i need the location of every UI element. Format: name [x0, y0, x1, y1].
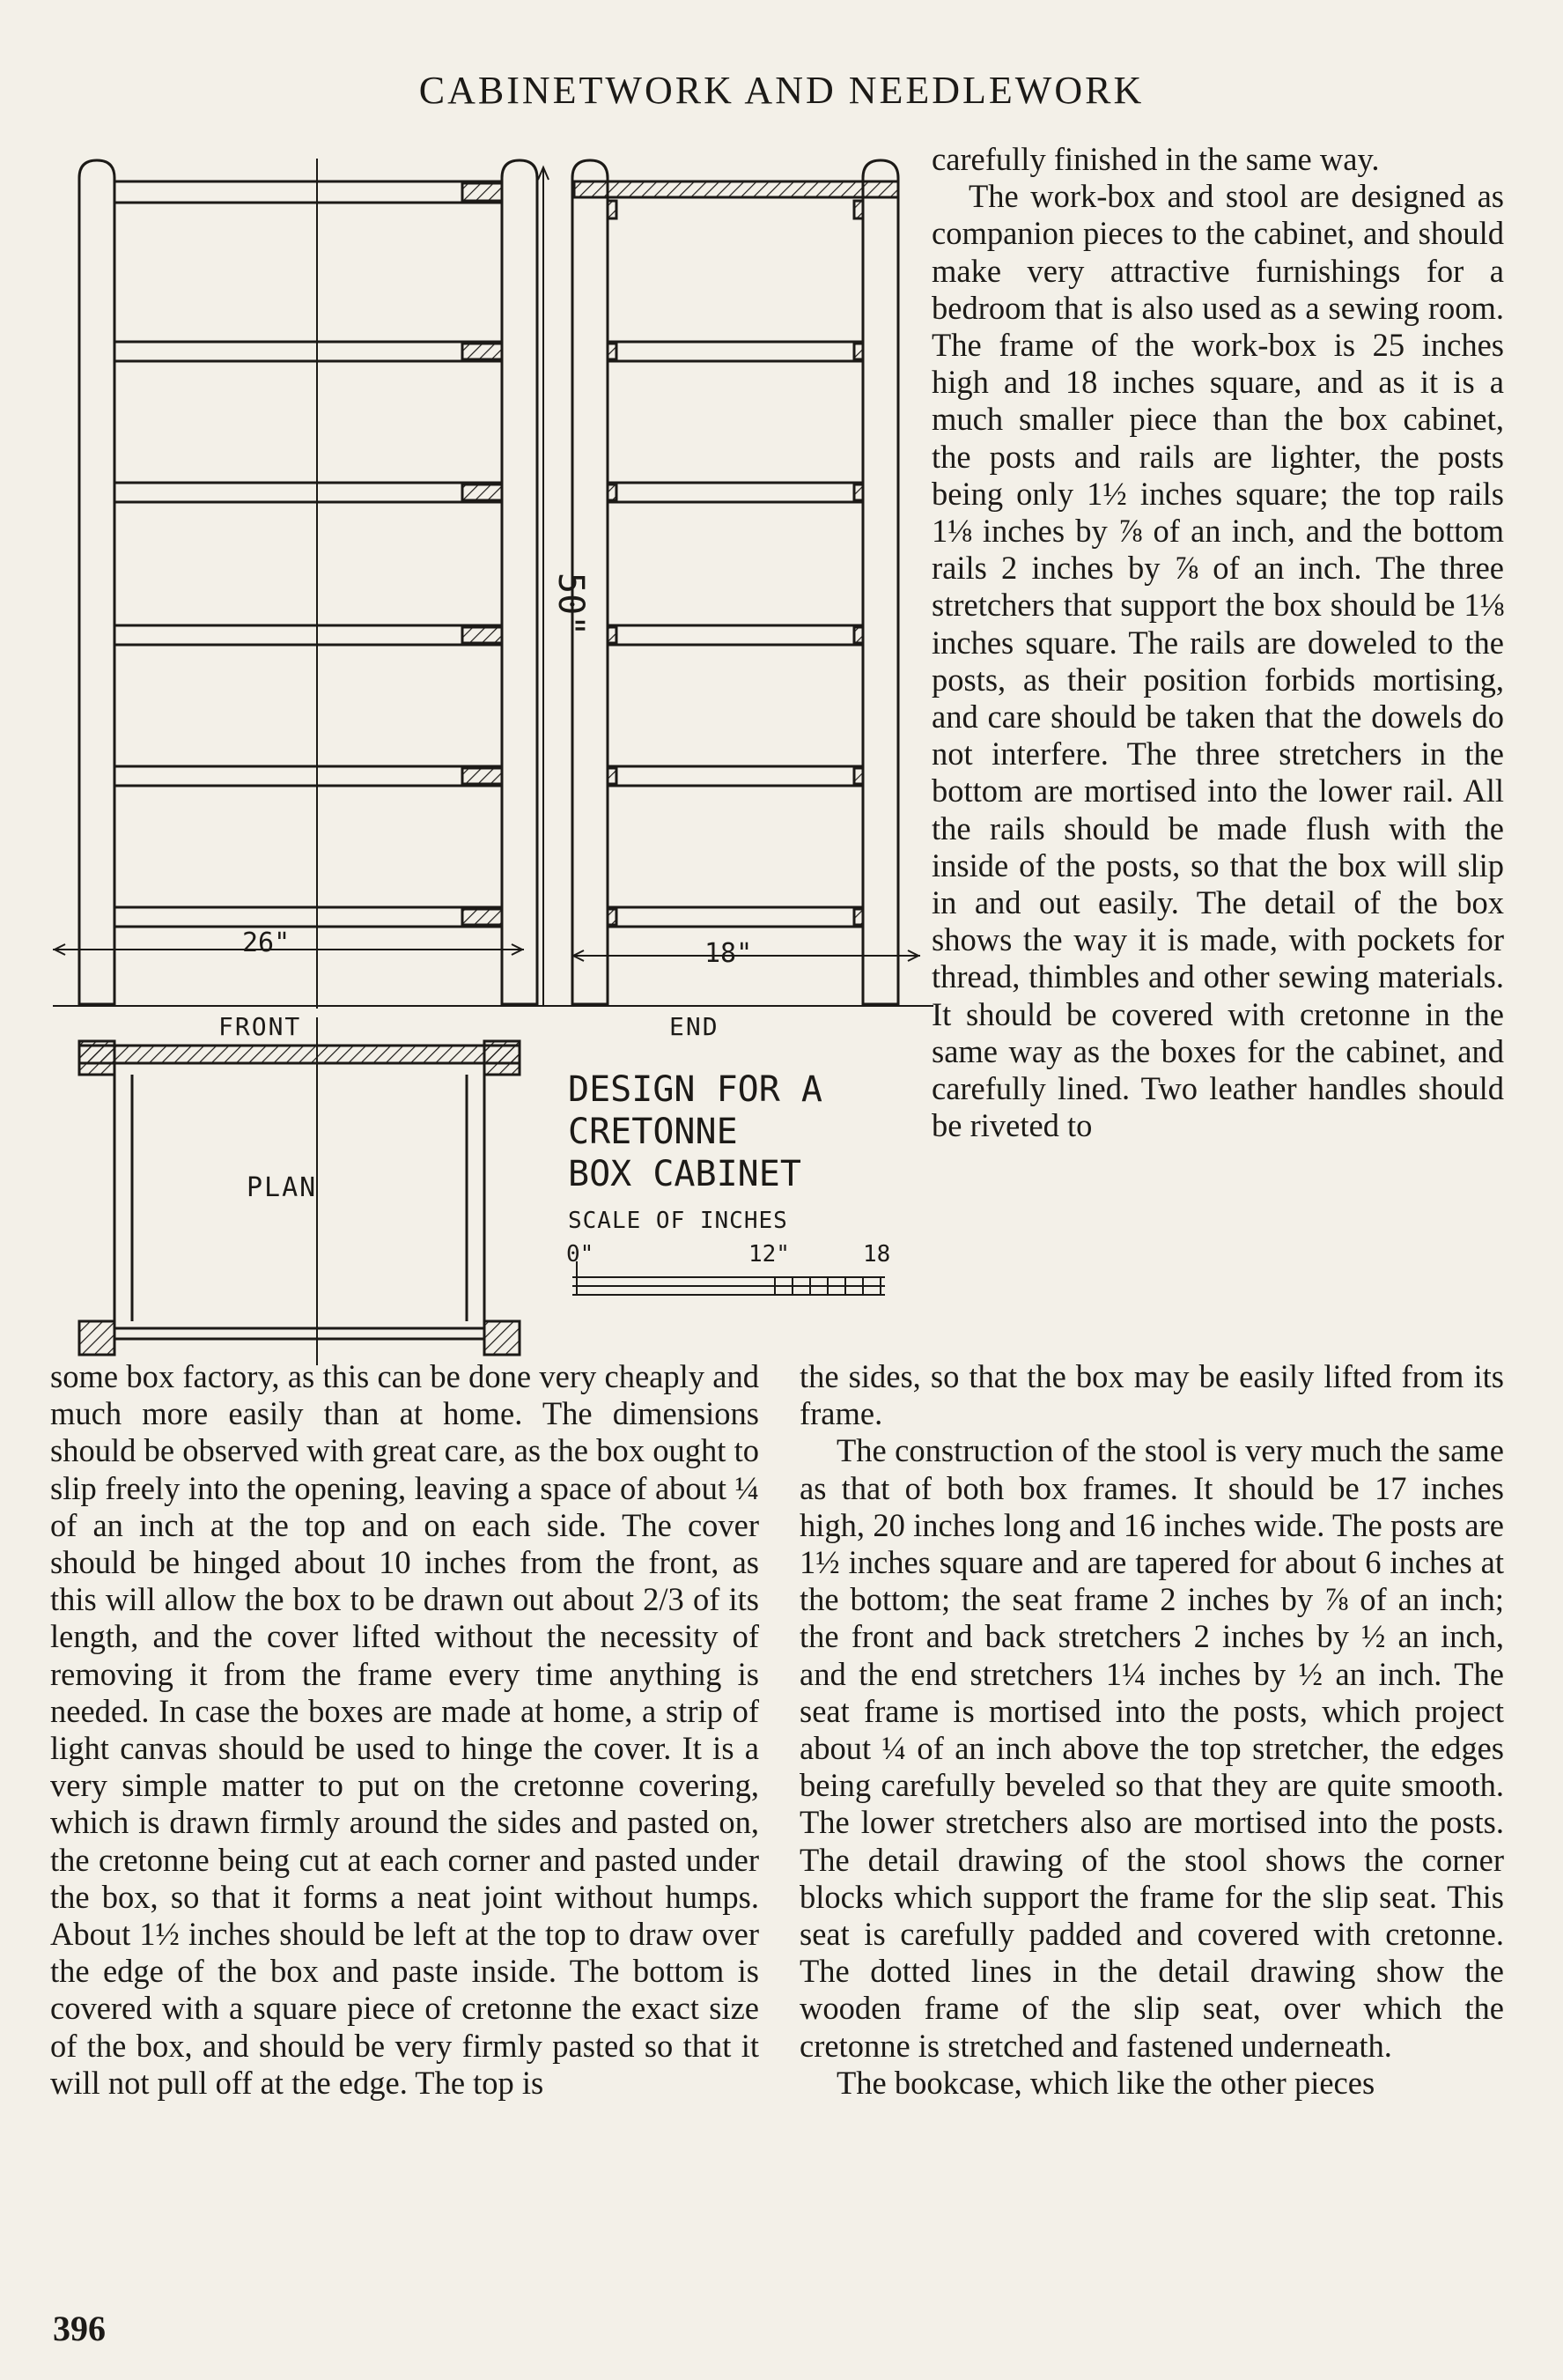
paragraph: some box factory, as this can be done very cheaply and much more easily than at home. The dimensions should be observed with great care, as the box ought to slip freely into the opening, leaving a space of about ¼ of an inch at the top and on each side. The cover should be hinged about 10 inches from the front, as this will allow the box to be drawn out about 2/3 of its length, and the cover lifted without the necessity of removing it from the frame every time anything is needed. In case the boxes are made at home, a strip of light canvas should be used to hinge the cover. It is a very simple matter to put on the cretonne covering, which is drawn firmly around the sides and pasted on, the cretonne being cut at each corner and pasted under the box, so that it forms a neat joint without humps. About 1½ inches should be left at the top to draw over the edge of the box and paste inside. The bottom is covered with a square piece of cretonne the exact size of the box, and should be very firmly pasted so that it will not pull off at the edge. The top is	[50, 1358, 759, 2101]
page-number: 396	[53, 2309, 106, 2348]
front-label: FRONT	[218, 1012, 302, 1041]
scale-bar	[572, 1261, 885, 1295]
end-label: END	[669, 1012, 719, 1041]
height-dimension	[538, 167, 549, 1006]
caption-line-2: CRETONNE	[568, 1112, 738, 1152]
paragraph: carefully finished in the same way.	[932, 141, 1380, 177]
end-elevation	[572, 160, 920, 1004]
scale-tick-0: 0"	[566, 1241, 594, 1268]
caption-line-3: BOX CABINET	[568, 1154, 801, 1194]
paragraph: The bookcase, which like the other pieces	[837, 2064, 1375, 2101]
paragraph: the sides, so that the box may be easily lifted from its frame.	[800, 1358, 1504, 1432]
scale-label: SCALE OF INCHES	[568, 1208, 788, 1234]
caption-line-1: DESIGN FOR A	[568, 1069, 822, 1110]
text-column-left-bottom	[50, 1358, 759, 2102]
cabinet-drawing-svg	[53, 150, 933, 1365]
page-title: CABINETWORK AND NEEDLEWORK	[418, 69, 1145, 113]
scale-tick-12: 12"	[748, 1241, 790, 1268]
cabinet-drawing	[53, 150, 933, 1365]
scale-tick-18: 18	[863, 1241, 891, 1268]
front-elevation	[53, 159, 537, 1009]
front-width-dim: 26"	[242, 928, 291, 958]
paragraph: The work-box and stool are designed as companion pieces to the cabinet, and should make very attractive furnishings for a bedroom that is also used as a sewing room. The frame of the work-box is 25 inches high and 18 inches square, and as it is a much smaller piece than the box cabinet, the posts and rails are lighter, the posts being only 1½ inches square; the top rails 1⅛ inches by ⅞ of an inch, and the bottom rails 2 inches by ⅞ of an inch. The three stretchers that support the box should be 1⅛ inches square. The rails are doweled to the posts, as their position forbids mortising, and care should be taken that the dowels do not interfere. The three stretchers in the bottom are mortised into the lower rail. All the rails should be made flush with the inside of the posts, so that the box will slip in and out easily. The detail of the box shows the way it is made, with pockets for thread, thimbles and other sewing materials. It should be covered with cretonne in the same way as the boxes for the cabinet, and carefully lined. Two leather handles should be riveted to	[932, 178, 1504, 1144]
text-column-right-top	[932, 141, 1504, 1144]
paragraph: The construction of the stool is very much the same as that of both box frames. It should be 17 inches high, 20 inches long and 16 inches wide. The posts are 1½ inches square and are tapered for about 6 inches at the bottom; the seat frame 2 inches by ⅞ of an inch; the front and back stretchers 2 inches by ½ an inch, and the end stretchers 1¼ inches by ½ an inch. The seat frame is mortised into the posts, which project about ¼ of an inch above the top stretcher, the edges being carefully beveled so that they are quite smooth. The lower stretchers also are mortised into the posts. The detail drawing of the stool shows the corner blocks which support the frame for the slip seat. This seat is carefully padded and covered with cretonne. The dotted lines in the detail drawing show the wooden frame of the slip seat, over which the cretonne is stretched and fastened underneath.	[800, 1432, 1504, 2064]
height-dim: 50"	[550, 573, 591, 637]
text-column-right-bottom	[800, 1358, 1504, 2102]
end-width-dim: 18"	[704, 938, 753, 969]
plan-label: PLAN	[247, 1172, 318, 1203]
